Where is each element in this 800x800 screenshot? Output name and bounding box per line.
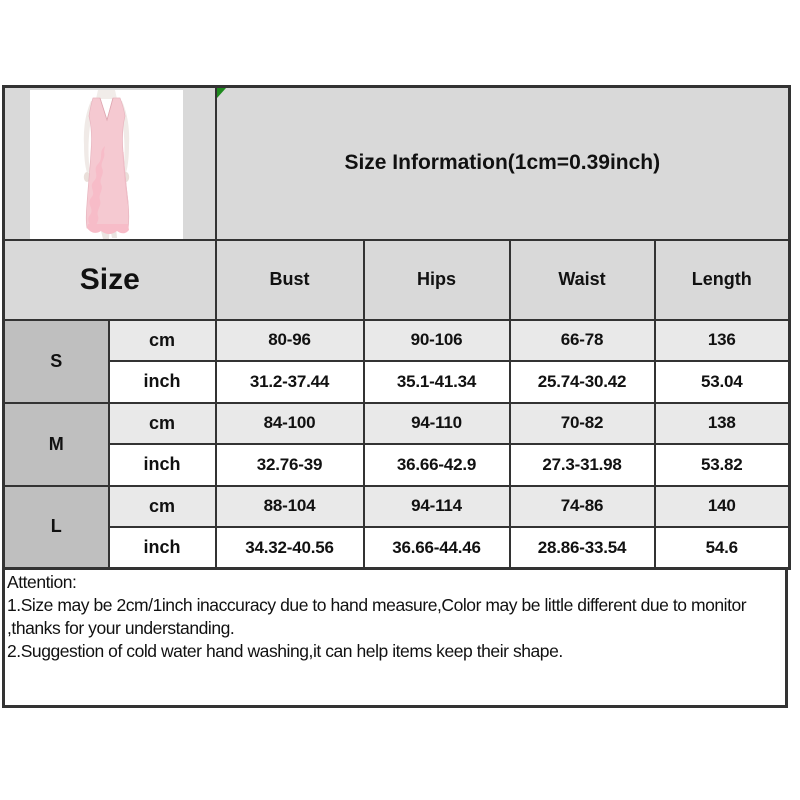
column-header-row [4,240,790,320]
attention-line-1b: ,thanks for your understanding. [7,618,235,638]
dress-hem-ruffle [87,224,129,234]
size-table [2,85,791,570]
column-header-length: Length [655,240,790,320]
dress-illustration [30,90,183,240]
cell-l-cm-waist: 74-86 [510,486,655,528]
cell-m-cm-bust: 84-100 [216,403,364,445]
cell-m-inch-hips: 36.66-42.9 [364,444,510,486]
cell-m-cm-length: 138 [655,403,790,445]
title-cell [216,87,790,240]
cell-l-cm-length: 140 [655,486,790,528]
cell-l-inch-length: 54.6 [655,527,790,569]
unit-label-cm: cm [109,320,216,362]
unit-label-inch: inch [109,361,216,403]
cell-s-inch-hips: 35.1-41.34 [364,361,510,403]
cell-s-inch-waist: 25.74-30.42 [510,361,655,403]
cell-m-inch-bust: 32.76-39 [216,444,364,486]
cell-s-cm-bust: 80-96 [216,320,364,362]
unit-label-cm: cm [109,403,216,445]
attention-heading: Attention: [7,572,77,592]
cell-m-cm-waist: 70-82 [510,403,655,445]
size-label-s: S [4,320,109,403]
table-row-m-cm [4,403,790,445]
cell-l-inch-hips: 36.66-44.46 [364,527,510,569]
size-label-m: M [4,403,109,486]
cell-s-cm-waist: 66-78 [510,320,655,362]
size-label-l: L [4,486,109,569]
size-info-title: Size Information(1cm=0.39inch) [344,151,661,175]
attention-line-2: 2.Suggestion of cold water hand washing,it can help items keep their shape. [7,641,563,661]
table-row-m-inch [4,444,790,486]
cell-l-inch-waist: 28.86-33.54 [510,527,655,569]
cell-s-cm-hips: 90-106 [364,320,510,362]
column-header-bust: Bust [216,240,364,320]
table-row-s-inch [4,361,790,403]
unit-label-inch: inch [109,527,216,569]
cell-m-inch-waist: 27.3-31.98 [510,444,655,486]
table-row-l-cm [4,486,790,528]
cell-l-cm-bust: 88-104 [216,486,364,528]
green-corner-marker-icon [217,88,226,98]
size-chart-sheet [2,85,788,708]
attention-note [2,570,788,708]
table-row-l-inch [4,527,790,569]
unit-label-cm: cm [109,486,216,528]
cell-m-inch-length: 53.82 [655,444,790,486]
product-photo-cell [4,87,216,240]
cell-s-inch-bust: 31.2-37.44 [216,361,364,403]
attention-line-1: 1.Size may be 2cm/1inch inaccuracy due to hand measure,Color may be little different due to monitor [7,595,747,615]
cell-s-cm-length: 136 [655,320,790,362]
product-photo [30,90,183,240]
cell-s-inch-length: 53.04 [655,361,790,403]
column-header-hips: Hips [364,240,510,320]
table-row-s-cm [4,320,790,362]
cell-l-cm-hips: 94-114 [364,486,510,528]
column-header-waist: Waist [510,240,655,320]
cell-m-cm-hips: 94-110 [364,403,510,445]
title-row [4,87,790,240]
cell-l-inch-bust: 34.32-40.56 [216,527,364,569]
unit-label-inch: inch [109,444,216,486]
size-column-header: Size [4,240,216,320]
